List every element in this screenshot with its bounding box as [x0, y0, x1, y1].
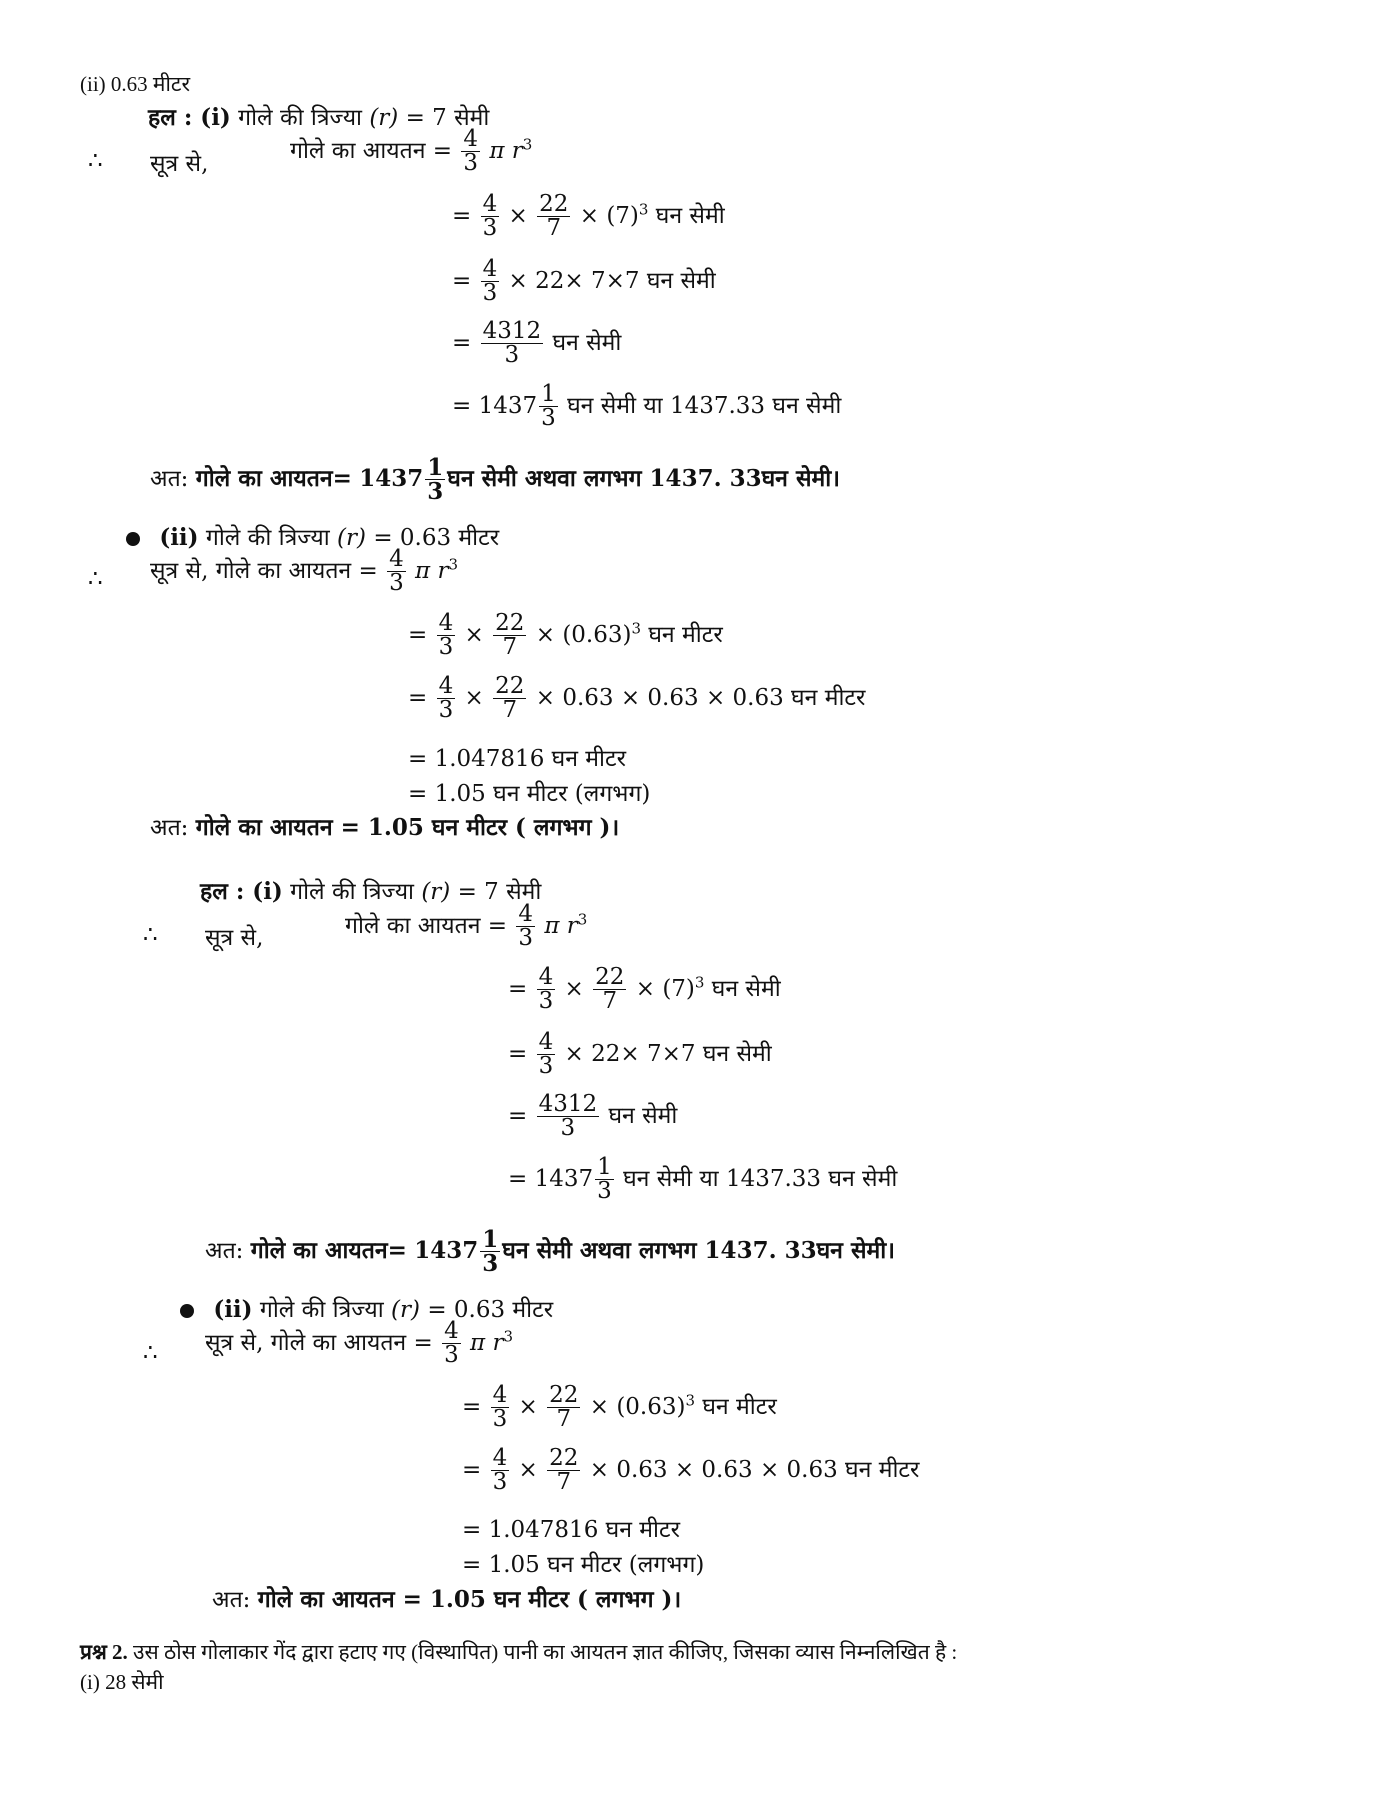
step-b2: = $\frac{4}{3}$ × $\frac{22}{7}$ × 0.63 × 0.63 × 0.63 घन मीटर: [408, 673, 866, 724]
r-symbol: (r): [369, 105, 399, 131]
step-1: = $\frac{4}{3}$ × $\frac{22}{7}$ × $(7)^3$ घन सेमी: [508, 964, 781, 1015]
question-label: प्रश्न 2.: [80, 1640, 128, 1664]
step-b3: = 1.047816 घन मीटर: [462, 1517, 681, 1543]
radius-value: = 7 सेमी: [405, 105, 490, 131]
therefore-symbol: ∴: [143, 922, 158, 948]
result-1: अत: गोले का आयतन= 1437 $\frac{1}{3}$ घन सेमी अथवा लगभग 1437. 33घन सेमी।: [150, 454, 840, 506]
result-2: अत: गोले का आयतन = 1.05 घन मीटर ( लगभग )।: [150, 814, 620, 841]
formula-line: गोले का आयतन = $\frac{4}{3}$ π $r^3$: [290, 126, 533, 177]
step-4: = 1437 $\frac{1}{3}$ घन सेमी या 1437.33 घन सेमी: [452, 381, 842, 432]
result-2: अत: गोले का आयतन = 1.05 घन मीटर ( लगभग )।: [212, 1586, 682, 1613]
part-ii-line: (ii) गोले की त्रिज्या (r) = 0.63 मीटर: [180, 1292, 553, 1324]
hal-label: हल : (i): [148, 104, 231, 131]
radius-line: हल : (i) गोले की त्रिज्या (r) = 7 सेमी: [200, 878, 542, 905]
formula-line: गोले का आयतन = $\frac{4}{3}$ π $r^3$: [345, 901, 588, 952]
step-b4: = 1.05 घन मीटर (लगभग): [462, 1552, 705, 1578]
part-ii-line: (ii) गोले की त्रिज्या (r) = 0.63 मीटर: [126, 520, 499, 552]
step-3: = $\frac{4312}{3}$ घन सेमी: [452, 318, 622, 369]
sutra-se: सूत्र से,: [205, 925, 264, 951]
result-1: अत: गोले का आयतन= 1437 $\frac{1}{3}$ घन सेमी अथवा लगभग 1437. 33घन सेमी।: [205, 1226, 895, 1278]
step-b4: = 1.05 घन मीटर (लगभग): [408, 781, 651, 807]
formula-line-2: सूत्र से, गोले का आयतन = $\frac{4}{3}$ π $r^3$: [205, 1318, 514, 1369]
formula-line-2: सूत्र से, गोले का आयतन = $\frac{4}{3}$ π $r^3$: [150, 546, 459, 597]
step-3: = $\frac{4312}{3}$ घन सेमी: [508, 1091, 678, 1142]
question-line: [80, 1638, 957, 1666]
sutra-se: सूत्र से,: [150, 151, 209, 177]
radius-text: गोले की त्रिज्या: [238, 105, 362, 131]
bullet-icon: [126, 532, 140, 546]
step-4: = 1437 $\frac{1}{3}$ घन सेमी या 1437.33 घन सेमी: [508, 1154, 898, 1205]
step-2: = $\frac{4}{3}$ × 22× 7×7 घन सेमी: [452, 256, 716, 307]
step-b1: = $\frac{4}{3}$ × $\frac{22}{7}$ × $(0.63)^3$ घन मीटर: [462, 1382, 777, 1433]
step-1: = $\frac{4}{3}$ × $\frac{22}{7}$ × $(7)^3$ घन सेमी: [452, 191, 725, 242]
question-part-i: (i) 28 सेमी: [80, 1670, 164, 1694]
pi-r: π r: [489, 137, 523, 164]
question-text: उस ठोस गोलाकार गेंद द्वारा हटाए गए (विस्थापित) पानी का आयतन ज्ञात कीजिए, जिसका व्यास निम्नलिखित है :: [133, 1640, 958, 1664]
step-b2: = $\frac{4}{3}$ × $\frac{22}{7}$ × 0.63 × 0.63 × 0.63 घन मीटर: [462, 1445, 920, 1496]
volume-label: गोले का आयतन =: [290, 137, 453, 164]
step-2: = $\frac{4}{3}$ × 22× 7×7 घन सेमी: [508, 1029, 772, 1080]
bullet-icon: [180, 1304, 194, 1318]
therefore-symbol: ∴: [143, 1340, 158, 1366]
header-line: (ii) 0.63 मीटर: [80, 72, 191, 96]
step-b3: = 1.047816 घन मीटर: [408, 746, 627, 772]
step-b1: = $\frac{4}{3}$ × $\frac{22}{7}$ × $(0.63)^3$ घन मीटर: [408, 610, 723, 661]
fraction-4-3: $\frac{4}{3}$: [463, 126, 478, 177]
therefore-symbol: ∴: [88, 566, 103, 592]
therefore-symbol: ∴: [88, 148, 103, 174]
